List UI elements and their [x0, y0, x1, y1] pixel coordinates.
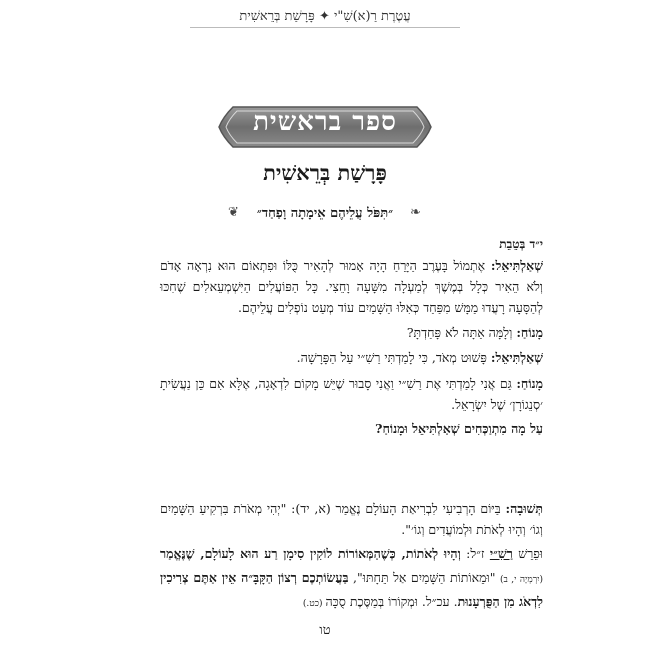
speaker-label: שְׁאַלְתִּיאֵל:: [490, 350, 543, 365]
dialogue-text: וְלָמָּה אַתָּה לֹא פָּחַדְתָּ?: [406, 325, 517, 340]
rashi-after-name: ז״ל:: [460, 546, 490, 561]
dialogue-paragraph: [160, 347, 543, 368]
book-title: ספר בראשית: [253, 107, 397, 137]
speaker-label: מָנוֹחַ:: [516, 325, 543, 340]
left-flourish-icon: ❦: [228, 205, 239, 220]
answer-text: בַּיּוֹם הָרְבִיעִי לִבְרִיאַת הָעוֹלָם נֶאֱמַר (א, יד): "יְהִי מְאֹרֹת בִּרְקִיעַ הַשָּׁמַיִם וְגוֹ׳ וְהָיוּ לְאֹתֹת וּלְמוֹעֲדִים וְגוֹ׳".: [160, 501, 543, 537]
rashi-bold-text: בַּעֲשׂוֹתְכֶם רְצוֹן הַקָּבָּ״ה אֵין אַתֶּם צְרִיכִין לִדְאֹג מִן הַפֻּרְעָנוּת: [160, 570, 543, 609]
answer-label: תְּשׁוּבָה:: [505, 501, 543, 516]
header-divider: [190, 27, 460, 28]
date-line: י״ד בְּטֵבֵת: [499, 237, 543, 251]
running-header: עֲטֶרֶת רַ(א)שִׁ"י ✦ פָּרָשַׁת בְּרֵאשִׁית: [239, 9, 411, 24]
dialogue-text: אֶתְמוֹל בָּעֶרֶב הַיָּרֵחַ הָיָה אָמוּר לְהָאִיר כֻּלּוֹ וּפִתְאוֹם הוּא נִרְאָה אָדֹם וְלֹא הֵאִיר כְּלָל בְּמֶשֶׁךְ לְמַעְלָה מִשָּׁעָה וָחֵצִי. כָּל הַפּוֹעֲלִים הַיִּשְׁמְעֵאלִים שֶׁחִכּוּ לְהַסָּעָה רָעֲדוּ מַמָּשׁ מִפַּחַד כְּאִלּוּ הַשָּׁמַיִם עוֹד מְעַט נוֹפְלִים עֲלֵיהֶם.: [160, 258, 543, 315]
answer-paragraph: [160, 498, 543, 540]
rashi-paragraph: [160, 543, 543, 615]
dialogue-text: פָּשׁוּט מְאֹד, כִּי לָמַדְתִּי רַשִׁ״י עַל הַפָּרָשָׁה.: [296, 350, 491, 365]
question-line: עַל מָה מִתְוַכְּחִים שְׁאַלְתִּיאֵל וּמָנוֹחַ?: [375, 421, 543, 436]
rashi-source-talmud: (כט.): [302, 599, 326, 609]
dialogue-text: גַּם אֲנִי לָמַדְתִּי אֶת רַשִׁ״י וַאֲנִי סָבוּר שֶׁיֵּשׁ מָקוֹם לִדְאָגָה, אֶלָּא אִם כֵּן נַעֲשִׂיתָ ׳סְנֵגוֹרָן׳ שֶׁל יִשְׂרָאֵל.: [160, 376, 543, 412]
dialogue-paragraph: [160, 255, 543, 318]
rashi-quote: וְהָיוּ לְאֹתוֹת, כְּשֶׁהַמְּאוֹרוֹת לוֹקִין סִימָן רַע הוּא לָעוֹלָם, שֶׁנֶּאֱמַר: [160, 546, 461, 561]
dialogue-paragraph: [160, 373, 543, 415]
rashi-source: (יִרְמְיָה י, ב): [499, 575, 543, 585]
right-flourish-icon: ❧: [410, 205, 421, 220]
section-subtitle: ״תִּפֹּל עֲלֵיהֶם אֵימָתָה וָפַחַד״: [256, 206, 394, 221]
rashi-intro: וּפֵרֵשׁ: [512, 546, 543, 561]
rashi-name: רַשִׁ״י: [489, 546, 513, 561]
page-number: טו: [319, 623, 331, 638]
rashi-ending: . עכ״ל. וּמְקוֹרוֹ בְּמַסֶּכֶת סֻכָּה: [325, 594, 458, 609]
parsha-title: פָּרָשַׁת בְּרֵאשִׁית: [263, 160, 387, 185]
rashi-verse: "וּמֵאוֹתוֹת הַשָּׁמַיִם אַל תֵּחָתּוּ",: [348, 570, 500, 585]
speaker-label: מָנוֹחַ:: [516, 376, 543, 391]
dialogue-paragraph: [160, 322, 543, 343]
speaker-label: שְׁאַלְתִּיאֵל:: [490, 258, 543, 273]
